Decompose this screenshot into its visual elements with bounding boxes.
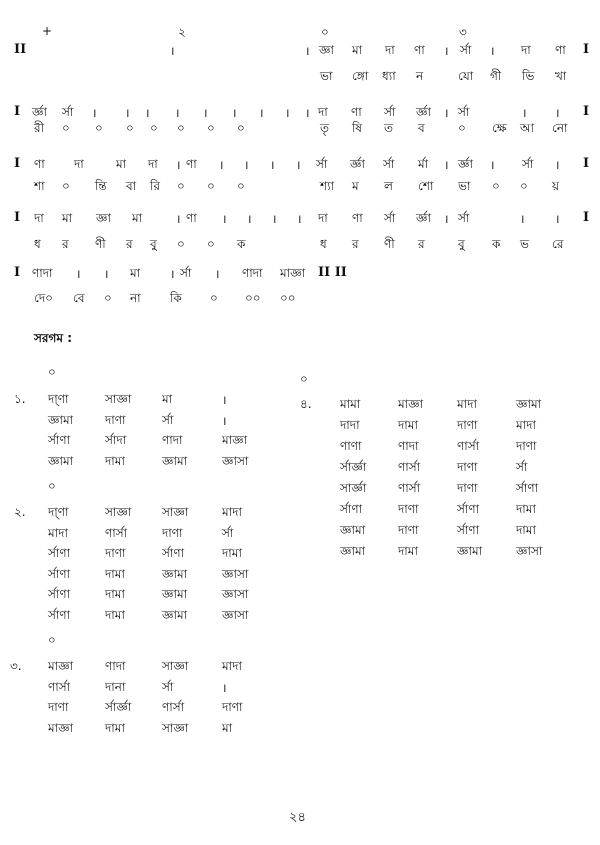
lyric-syllable: শা — [34, 179, 45, 193]
lyric-syllable: বে — [73, 291, 85, 305]
exercise-cell: দাণা — [516, 439, 537, 453]
swara-note: দা — [148, 157, 158, 171]
exercise-cell: । — [222, 413, 227, 428]
exercise-cell: দামা — [105, 566, 125, 581]
swara-note: র্সা — [384, 211, 396, 225]
bar-line: I — [583, 42, 590, 57]
lyric-syllable: ধ্যা — [382, 69, 396, 83]
exercise-cell: দাণা — [457, 481, 478, 495]
exercise-cell: সাজ্ঞা — [162, 505, 189, 519]
swara-note: । — [219, 158, 224, 172]
beat-mark: ৩ — [459, 25, 467, 39]
lyric-syllable: বা — [126, 179, 137, 193]
exercise-cell: র্সাৰ্জ্ঞা — [105, 700, 132, 714]
swara-note: র্মা — [418, 157, 429, 171]
exercise-cell: দামা — [105, 587, 125, 601]
swara-note: দা — [34, 211, 44, 225]
swara-note: জ্ঞা — [319, 43, 334, 57]
swara-note: র্সা — [522, 157, 534, 171]
swara-note: র্জ্ঞা — [32, 105, 47, 119]
lyric-syllable: যো — [458, 69, 474, 83]
swara-note: । — [170, 44, 175, 58]
swara-note: । — [555, 212, 560, 226]
lyric-syllable: ০ — [126, 121, 134, 135]
exercise-cell: জ্ঞামা — [340, 523, 366, 537]
swara-note: । — [175, 106, 180, 120]
swara-note: র্সা — [384, 105, 396, 119]
lyric-syllable: ভা — [458, 179, 471, 193]
swara-note: র্সা — [458, 211, 470, 225]
exercise-cell: সার্জ্ঞা — [340, 481, 367, 495]
swara-note: দা — [318, 105, 328, 119]
lyric-syllable: ল — [384, 179, 393, 193]
swara-note: । — [520, 212, 525, 226]
beat-mark: ০ — [321, 25, 329, 39]
exercise-cell: ণার্সা — [398, 460, 421, 474]
swara-note: । — [444, 44, 449, 58]
exercise-number: ৩. — [10, 659, 22, 673]
exercise-cell: জ্ঞামা — [162, 566, 188, 581]
lyric-syllable: না — [130, 291, 141, 305]
lyric-syllable: শ্যা — [320, 179, 335, 193]
swara-note: । — [222, 212, 227, 226]
lyric-syllable: ০ — [177, 179, 185, 193]
exercise-cell: র্সাণা — [48, 433, 71, 447]
lyric-syllable: র — [418, 237, 425, 251]
lyric-syllable: আ — [520, 121, 534, 135]
lyric-syllable: ভি — [522, 69, 535, 83]
swara-note: । — [522, 106, 527, 120]
exercise-cell: দামা — [516, 523, 536, 537]
exercise-cell: মাদা — [516, 418, 536, 432]
lyric-syllable: ত — [384, 121, 394, 135]
lyric-syllable: কি — [170, 291, 182, 305]
exercise-cell: সাজ্ঞা — [162, 720, 189, 735]
exercise-cell: র্সাৰ্জ্ঞা — [340, 460, 367, 474]
swara-note: ণাদা — [242, 266, 263, 280]
exercise-cell: মাজ্ঞা — [398, 397, 424, 411]
lyric-syllable: ০০ — [280, 291, 296, 305]
swara-note: দা — [318, 211, 328, 225]
swara-note: মা — [132, 211, 143, 225]
lyric-syllable: দে০ — [34, 291, 53, 305]
exercise-cell: দাণা — [457, 460, 478, 474]
swara-note: । — [297, 212, 302, 226]
exercise-cell: দাণা — [105, 412, 126, 427]
exercise-cell: র্সাদা — [105, 433, 127, 447]
swara-note: মা — [352, 43, 363, 57]
exercise-cell: দাণা — [162, 525, 183, 540]
exercise-cell: মাদা — [457, 397, 477, 411]
swara-note: মা — [116, 157, 127, 171]
exercise-cell: দামা — [398, 544, 418, 558]
swara-note: ণা — [414, 43, 425, 57]
swara-note: । — [92, 106, 97, 120]
lyric-syllable: র — [126, 237, 133, 251]
swara-note: । — [145, 106, 150, 120]
swara-note: । — [215, 267, 220, 281]
group-zero-marker: ০ — [48, 633, 56, 647]
lyric-syllable: ০ — [210, 291, 218, 305]
group-zero-marker: ০ — [48, 365, 56, 379]
exercise-cell: র্সাণা — [162, 546, 185, 560]
lyric-syllable: ০ — [207, 179, 215, 193]
exercise-cell: ণাণা — [340, 439, 362, 453]
swara-note: । — [259, 106, 264, 120]
exercise-cell: জ্ঞামা — [516, 397, 542, 411]
exercise-cell: র্সাণা — [48, 546, 71, 560]
swara-note: । — [305, 106, 310, 120]
exercise-cell: ণাদা — [162, 433, 183, 447]
swara-note: । — [176, 158, 181, 172]
lyric-syllable: ০ — [177, 121, 185, 135]
lyric-syllable: গী — [490, 69, 502, 83]
exercise-cell: দাণা — [105, 546, 126, 560]
lyric-syllable: ধ — [34, 237, 41, 251]
exercise-cell: জ্ঞাসা — [222, 453, 249, 468]
exercise-cell: র্সাণা — [340, 502, 363, 516]
exercise-cell: সাজ্ঞা — [105, 505, 132, 519]
swara-note: । — [76, 267, 81, 281]
swara-note: র্জ্ঞা — [416, 105, 431, 119]
lyric-syllable: র — [62, 237, 69, 251]
lyric-syllable: ০ — [237, 179, 245, 193]
group-zero-marker: ০ — [300, 372, 308, 386]
swara-note: র্সা — [458, 105, 470, 119]
exercise-cell: জ্ঞামা — [48, 412, 74, 427]
exercise-cell: দামা — [398, 418, 418, 432]
lyric-syllable: ০০ — [245, 291, 261, 305]
exercise-number: ১. — [14, 392, 26, 406]
exercise-cell: জ্ঞামা — [340, 544, 366, 558]
swara-note: মা — [62, 211, 73, 225]
exercise-cell: ণাদা — [398, 439, 419, 453]
exercise-cell: র্সাণা — [457, 523, 480, 537]
lyric-syllable: ০ — [62, 179, 70, 193]
lyric-syllable: ০ — [62, 121, 70, 135]
bar-line: II — [14, 42, 27, 57]
swara-note: । — [176, 212, 181, 226]
exercise-cell: র্সাণা — [48, 566, 71, 581]
swara-note: র্সা — [460, 43, 472, 57]
swara-note: । — [490, 158, 495, 172]
group-zero-marker: ০ — [48, 479, 56, 493]
exercise-cell: মাদা — [222, 505, 242, 519]
exercise-cell: দামা — [222, 546, 242, 560]
lyric-syllable: ০ — [104, 291, 112, 305]
bar-line: I — [14, 156, 21, 171]
sargam-heading: সরগম : — [34, 331, 73, 345]
exercise-cell: দামা — [516, 502, 536, 516]
exercise-cell: ণার্সা — [48, 679, 71, 694]
exercise-cell: মাজ্ঞা — [48, 659, 74, 673]
lyric-syllable: রে — [552, 237, 564, 251]
swara-note: । — [555, 158, 560, 172]
lyric-syllable: ০ — [95, 121, 103, 135]
swara-note: । — [444, 158, 449, 172]
exercise-cell: জ্ঞাসা — [222, 566, 249, 581]
exercise-cell: ণার্সা — [457, 439, 480, 453]
lyric-syllable: ক্ষে — [492, 121, 507, 135]
exercise-cell: জ্ঞাসা — [516, 544, 543, 558]
lyric-syllable: ঙ্গো — [352, 69, 369, 83]
exercise-number: ৪. — [300, 397, 312, 411]
swara-note: র্সা — [383, 157, 395, 171]
exercise-cell: জ্ঞামা — [48, 453, 74, 468]
lyric-syllable: ষি — [352, 121, 363, 135]
lyric-syllable: ভা — [320, 69, 333, 83]
swara-note: । — [444, 212, 449, 226]
exercise-cell: জ্ঞামা — [162, 453, 188, 468]
exercise-cell: জ্ঞাসা — [222, 607, 249, 622]
exercise-cell: জ্ঞামা — [457, 544, 483, 558]
lyric-syllable: ০ — [207, 237, 215, 251]
lyric-syllable: রী — [34, 121, 45, 135]
swara-note: ণা — [186, 211, 197, 225]
exercise-cell: দা্ণা — [48, 392, 69, 406]
swara-note: র্জ্ঞা — [458, 157, 473, 171]
exercise-cell: দাণা — [222, 700, 243, 714]
exercise-cell: । — [222, 680, 227, 695]
exercise-cell: দাদা — [340, 418, 360, 432]
swara-note: ণা — [351, 105, 362, 119]
bar-line: I — [583, 210, 590, 225]
bar-line: II II — [318, 265, 347, 280]
lyric-syllable: খা — [555, 69, 567, 83]
exercise-cell: র্সা — [162, 679, 174, 694]
swara-note: । — [203, 106, 208, 120]
swara-note: । — [232, 106, 237, 120]
lyric-syllable: বু — [458, 237, 465, 251]
lyric-syllable: বু — [150, 237, 157, 251]
exercise-cell: র্সাণা — [457, 502, 480, 516]
exercise-cell: জ্ঞাসা — [222, 587, 249, 601]
swara-note: মাজ্ঞা — [280, 266, 306, 280]
exercise-cell: মামা — [340, 397, 361, 411]
swara-note: দা — [74, 157, 84, 171]
beat-mark: ২ — [178, 25, 186, 39]
swara-note: । — [305, 44, 310, 58]
exercise-cell: মা — [222, 720, 233, 735]
swara-note: জ্ঞা — [96, 211, 111, 225]
swara-note: ণা — [186, 157, 197, 171]
swara-note: মা — [130, 266, 141, 280]
lyric-syllable: ০ — [492, 179, 500, 193]
exercise-cell: র্সাণা — [516, 481, 539, 495]
lyric-syllable: রি — [150, 179, 161, 193]
swara-note: । — [104, 267, 109, 281]
lyric-syllable: নো — [552, 121, 568, 135]
lyric-syllable: ণী — [384, 237, 395, 251]
swara-note: । — [270, 158, 275, 172]
swara-note: দা — [385, 43, 395, 57]
lyric-syllable: য় — [552, 179, 560, 193]
swara-note: ণা — [555, 43, 566, 57]
exercise-cell: দামা — [105, 453, 125, 468]
exercise-cell: দাণা — [48, 700, 69, 714]
lyric-syllable: র — [352, 237, 359, 251]
swara-note: । — [285, 106, 290, 120]
swara-note: ণা — [352, 211, 363, 225]
exercise-cell: ণার্সা — [162, 700, 185, 714]
lyric-syllable: ০ — [150, 121, 158, 135]
page-number: ২৪ — [289, 810, 306, 825]
swara-note: । — [272, 212, 277, 226]
bar-line: I — [583, 104, 590, 119]
exercise-cell: দানা — [105, 679, 126, 694]
exercise-cell: । — [222, 393, 227, 407]
lyric-syllable: ০ — [177, 237, 185, 251]
bar-line: I — [14, 210, 21, 225]
exercise-cell: ণার্সা — [105, 525, 128, 540]
swara-note: ণাদা — [32, 266, 53, 280]
lyric-syllable: ন্তি — [95, 179, 107, 193]
exercise-cell: র্সা — [162, 412, 174, 427]
exercise-cell: দা্ণা — [48, 505, 69, 519]
swara-note: দা — [521, 43, 531, 57]
exercise-cell: মাজ্ঞা — [48, 720, 74, 735]
lyric-syllable: ব — [418, 121, 425, 135]
swara-note: র্জ্ঞা — [350, 157, 365, 171]
exercise-cell: দাণা — [398, 502, 419, 516]
lyric-syllable: তৃ — [320, 121, 330, 135]
lyric-syllable: ০ — [237, 121, 245, 135]
beat-mark: + — [42, 24, 53, 38]
exercise-cell: জ্ঞামা — [162, 587, 188, 601]
exercise-cell: দাণা — [398, 523, 419, 537]
lyric-syllable: ধ — [320, 237, 327, 251]
exercise-cell: র্সাণা — [48, 607, 71, 622]
exercise-number: ২. — [14, 505, 26, 519]
swara-note: । — [296, 158, 301, 172]
exercise-cell: মাদা — [48, 525, 68, 540]
swara-note: র্জ্ঞা — [416, 211, 431, 225]
swara-note: । — [444, 106, 449, 120]
exercise-cell: জ্ঞামা — [162, 607, 188, 622]
exercise-cell: র্সা — [222, 525, 234, 540]
bar-line: I — [14, 265, 21, 280]
exercise-cell: দাণা — [457, 418, 478, 432]
exercise-cell: সাজ্ঞা — [105, 392, 132, 406]
lyric-syllable: ন — [416, 69, 424, 83]
swara-note: । — [247, 212, 252, 226]
bar-line: I — [14, 104, 21, 119]
lyric-syllable: ০ — [520, 179, 528, 193]
exercise-cell: মাদা — [222, 659, 242, 673]
exercise-cell: দামা — [105, 607, 125, 622]
swara-note: র্সা — [62, 105, 74, 119]
bar-line: I — [583, 156, 590, 171]
exercise-cell: ণাদা — [105, 659, 126, 673]
lyric-syllable: ক — [492, 237, 501, 251]
lyric-syllable: ক — [237, 237, 246, 251]
swara-note: র্সা — [180, 266, 192, 280]
lyric-syllable: ০ — [458, 121, 466, 135]
swara-note: । — [244, 158, 249, 172]
swara-note: র্সা — [316, 157, 328, 171]
lyric-syllable: ভ — [520, 237, 529, 251]
swara-note: ণা — [34, 157, 45, 171]
swara-note: । — [490, 44, 495, 58]
lyric-syllable: ম — [352, 179, 359, 193]
exercise-cell: মা — [162, 392, 173, 406]
lyric-syllable: ণী — [95, 237, 106, 251]
exercise-cell: দামা — [105, 720, 125, 735]
lyric-syllable: ০ — [207, 121, 215, 135]
swara-note: । — [170, 267, 175, 281]
exercise-cell: র্সা — [516, 460, 528, 474]
swara-note: । — [555, 106, 560, 120]
exercise-cell: ণার্সা — [398, 481, 421, 495]
exercise-cell: মাজ্ঞা — [222, 433, 248, 447]
exercise-cell: সাজ্ঞা — [162, 659, 189, 673]
lyric-syllable: শো — [418, 179, 434, 193]
exercise-cell: র্সাণা — [48, 587, 71, 601]
swara-note: । — [125, 106, 130, 120]
